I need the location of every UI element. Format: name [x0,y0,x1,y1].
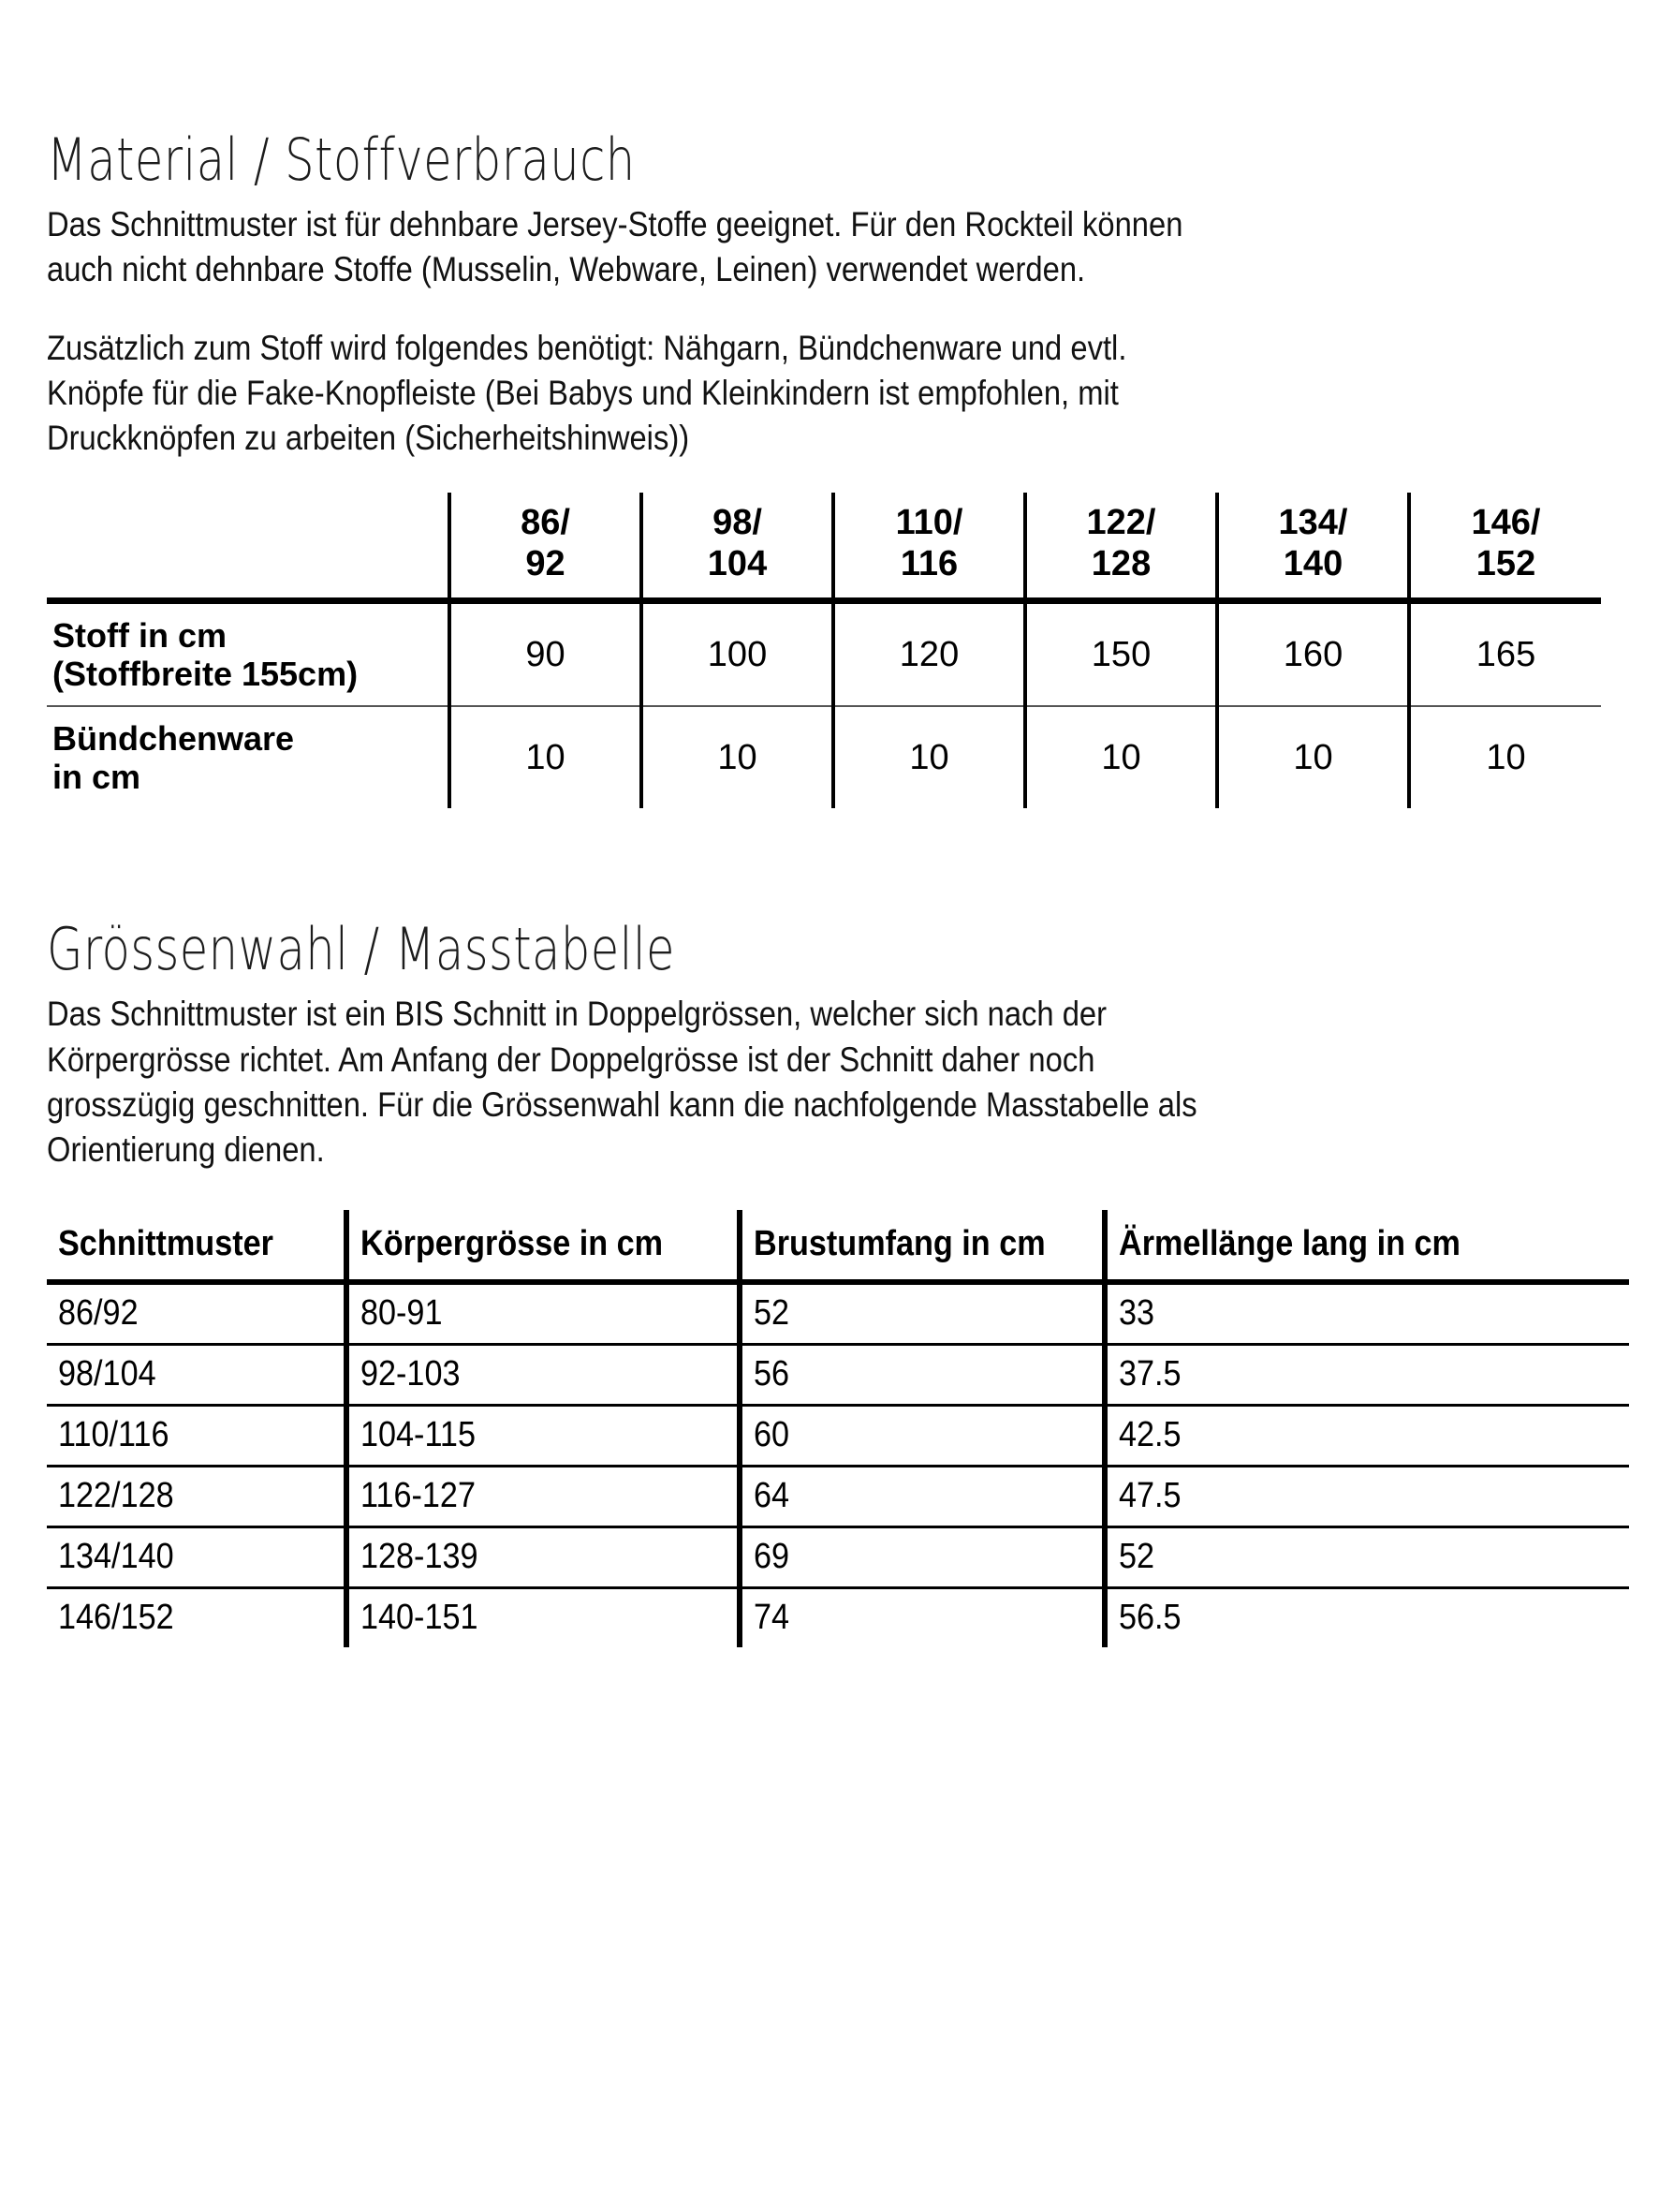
cell-text: 56 [754,1354,790,1394]
cell-text: 134/140 [58,1537,174,1577]
fabric-size-header [641,493,833,601]
cell-text: 122/128 [58,1476,174,1516]
fabric-size-header [449,493,641,601]
size-top: 98/ [712,502,762,542]
cell-text: 69 [754,1537,790,1577]
cell-text: 37.5 [1119,1354,1182,1394]
section-spacer [47,808,1612,921]
table-header-row [47,493,1601,601]
table-row [47,1526,1629,1587]
measurement-table-wrapper [47,1210,1612,1647]
measurement-cell-size [47,1587,346,1647]
paragraph-line: Druckknöpfen zu arbeiten (Sicherheitshinweis)) [47,419,690,458]
cell-text: 56.5 [1119,1598,1182,1638]
fabric-value-cell: 120 [833,601,1025,707]
cell-text: 80-91 [360,1293,443,1334]
page-title-groessenwahl: Grössenwahl / Masstabelle [47,915,675,984]
fabric-consumption-table-wrapper [47,493,1612,808]
size-top: 134/ [1278,502,1348,542]
measurement-col-header-koerpergroesse [346,1210,740,1282]
size-top: 86/ [521,502,570,542]
table-row [47,601,1601,707]
measurement-cell-sleeve [1105,1526,1629,1587]
cell-text: 86/92 [58,1293,139,1334]
measurement-cell-height [346,1587,740,1647]
paragraph-line: grosszügig geschnitten. Für die Grössenwahl kann die nachfolgende Masstabelle als [47,1084,1197,1124]
measurement-cell-size [47,1526,346,1587]
size-bottom: 128 [1091,544,1152,584]
fabric-value-cell: 10 [833,706,1025,808]
fabric-size-header [1217,493,1409,601]
fabric-value-cell: 10 [1409,706,1601,808]
material-paragraph-1 [47,202,1447,292]
header-text: Schnittmuster [58,1224,273,1264]
header-text: Ärmellänge lang in cm [1119,1224,1461,1264]
cell-text: 146/152 [58,1598,174,1638]
measurement-cell-height [346,1405,740,1466]
fabric-value-cell: 10 [449,706,641,808]
measurement-cell-height [346,1466,740,1526]
table-row [47,1466,1629,1526]
size-bottom: 152 [1475,544,1536,584]
row-label-line: (Stoffbreite 155cm) [52,655,359,694]
fabric-consumption-table [47,493,1601,808]
measurement-cell-size [47,1466,346,1526]
size-bottom: 104 [707,544,768,584]
measurement-cell-chest [740,1282,1105,1345]
fabric-value-cell: 10 [1025,706,1217,808]
measurement-cell-chest [740,1405,1105,1466]
cell-text: 52 [1119,1537,1155,1577]
measurement-cell-sleeve [1105,1405,1629,1466]
table-row [47,1344,1629,1405]
measurement-cell-size [47,1282,346,1345]
measurement-cell-size [47,1405,346,1466]
measurement-cell-height [346,1526,740,1587]
paragraph-line: Körpergrösse richtet. Am Anfang der Doppelgrösse ist der Schnitt daher noch [47,1040,1095,1079]
measurement-cell-chest [740,1344,1105,1405]
page-title-material: Material / Stoffverbrauch [47,125,636,194]
paragraph-line: Zusätzlich zum Stoff wird folgendes benötigt: Nähgarn, Bündchenware und evtl. [47,329,1127,368]
table-row [47,706,1601,808]
measurement-col-header-brustumfang [740,1210,1105,1282]
fabric-table-corner-cell [47,493,449,601]
fabric-value-cell: 160 [1217,601,1409,707]
measurement-cell-sleeve [1105,1587,1629,1647]
measurement-cell-sleeve [1105,1282,1629,1345]
measurement-cell-sleeve [1105,1344,1629,1405]
cell-text: 47.5 [1119,1476,1182,1516]
row-label-line: Bündchenware [52,718,295,758]
fabric-row-label [47,601,449,707]
fabric-value-cell: 165 [1409,601,1601,707]
size-top: 146/ [1471,502,1541,542]
measurement-cell-chest [740,1587,1105,1647]
table-header-row [47,1210,1629,1282]
cell-text: 140-151 [360,1598,478,1638]
fabric-value-cell: 10 [1217,706,1409,808]
cell-text: 42.5 [1119,1415,1182,1455]
cell-text: 116-127 [360,1476,476,1516]
table-row [47,1282,1629,1345]
size-bottom: 116 [900,544,959,584]
fabric-value-cell: 100 [641,601,833,707]
measurement-table [47,1210,1629,1647]
measurement-cell-sleeve [1105,1466,1629,1526]
header-text: Körpergrösse in cm [360,1224,664,1264]
cell-text: 74 [754,1598,790,1638]
measurement-cell-height [346,1282,740,1345]
fabric-row-label [47,706,449,808]
fabric-value-cell: 90 [449,601,641,707]
table-row [47,1405,1629,1466]
cell-text: 110/116 [58,1415,169,1455]
size-top: 110/ [895,502,963,542]
fabric-size-header [1409,493,1601,601]
measurement-cell-chest [740,1526,1105,1587]
cell-text: 128-139 [360,1537,478,1577]
paragraph-line: Das Schnittmuster ist für dehnbare Jersey-Stoffe geeignet. Für den Rockteil können [47,205,1183,243]
fabric-size-header [833,493,1025,601]
row-label-line: Stoff in cm [52,615,227,655]
paragraph-line: Orientierung dienen. [47,1129,325,1169]
table-row [47,1587,1629,1647]
measurement-cell-chest [740,1466,1105,1526]
measurement-cell-height [346,1344,740,1405]
paragraph-line: auch nicht dehnbare Stoffe (Musselin, Webware, Leinen) verwendet werden. [47,250,1086,289]
measurement-col-header-schnittmuster [47,1210,346,1282]
size-top: 122/ [1086,502,1156,542]
cell-text: 64 [754,1476,790,1516]
fabric-size-header [1025,493,1217,601]
size-bottom: 140 [1283,544,1343,584]
fabric-value-cell: 150 [1025,601,1217,707]
cell-text: 98/104 [58,1354,156,1394]
material-paragraph-2 [47,326,1447,461]
size-bottom: 92 [525,544,565,584]
paragraph-line: Knöpfe für die Fake-Knopfleiste (Bei Babys und Kleinkindern ist empfohlen, mit [47,374,1119,413]
fabric-value-cell: 10 [641,706,833,808]
paragraph-line: Das Schnittmuster ist ein BIS Schnitt in Doppelgrössen, welcher sich nach der [47,995,1108,1034]
measurement-cell-size [47,1344,346,1405]
cell-text: 104-115 [360,1415,476,1455]
groessenwahl-paragraph-1 [47,992,1447,1172]
header-text: Brustumfang in cm [754,1224,1046,1264]
row-label-line: in cm [52,758,141,797]
measurement-col-header-aermellaenge [1105,1210,1629,1282]
cell-text: 33 [1119,1293,1155,1334]
cell-text: 92-103 [360,1354,461,1394]
cell-text: 60 [754,1415,790,1455]
cell-text: 52 [754,1293,790,1334]
